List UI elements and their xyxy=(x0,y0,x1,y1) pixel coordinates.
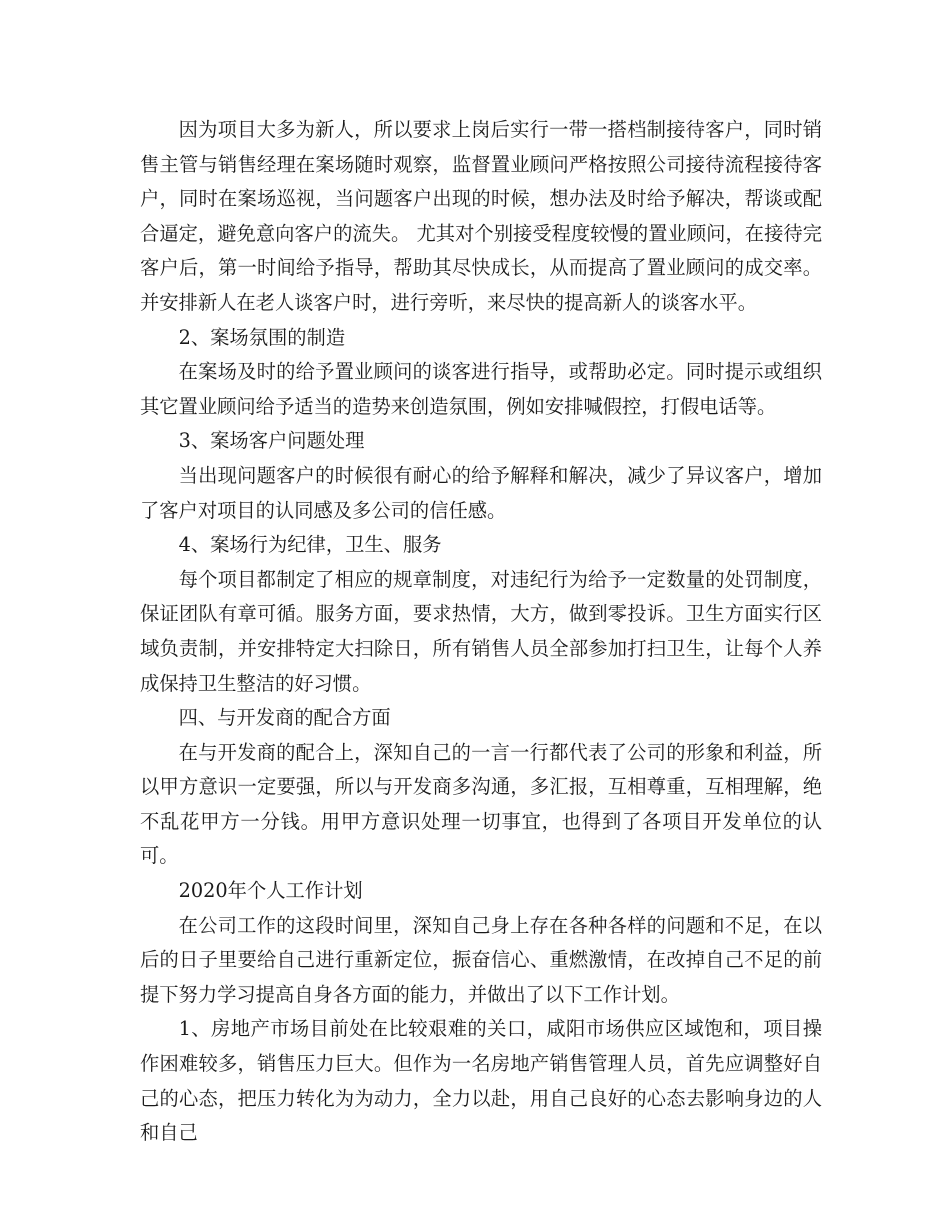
paragraph-developer-cooperation: 在与开发商的配合上，深知自己的一言一行都代表了公司的形象和利益，所以甲方意识一定要强，所以与开发商多沟通，多汇报，互相尊重，互相理解，绝不乱花甲方一分钱。用甲方意识处理一切事宜，也得到了各项目开发单位的认可。 xyxy=(140,740,822,868)
paragraph-reception-system: 因为项目大多为新人，所以要求上岗后实行一带一搭档制接待客户，同时销售主管与销售经理在案场随时观察，监督置业顾问严格按照公司接待流程接待客户，同时在案场巡视，当问题客户出现的时候，想办法及时给予解决，帮谈或配合逼定，避免意向客户的流失。 尤其对个别接受程度较慢的置业顾问，在接待完客户后，第一时间给予指导，帮助其尽快成长，从而提高了置业顾问的成交率。并安排新人在老人谈客户时，进行旁听，来尽快的提高新人的谈客水平。 xyxy=(140,118,822,314)
paragraph-site-atmosphere: 在案场及时的给予置业顾问的谈客进行指导，或帮助必定。同时提示或组织其它置业顾问给予适当的造势来创造氛围，例如安排喊假控，打假电话等。 xyxy=(140,360,822,418)
heading-developer-cooperation: 四、与开发商的配合方面 xyxy=(178,706,391,730)
heading-site-atmosphere: 2、案场氛围的制造 xyxy=(178,325,346,349)
paragraph-customer-issues: 当出现问题客户的时候很有耐心的给予解释和解决，减少了异议客户，增加了客户对项目的认同感及多公司的信任感。 xyxy=(140,463,822,522)
paragraph-discipline: 每个项目都制定了相应的规章制度，对违纪行为给予一定数量的处罚制度，保证团队有章可循。服务方面，要求热情，大方，做到零投诉。卫生方面实行区域负责制，并安排特定大扫除日，所有销售人员全部参加打扫卫生，让每个人养成保持卫生整洁的好习惯。 xyxy=(140,567,822,695)
paragraph-work-plan-intro: 在公司工作的这段时间里，深知自己身上存在各种各样的问题和不足，在以后的日子里要给自己进行重新定位，振奋信心、重燃激情，在改掉自己不足的前提下努力学习提高自身各方面的能力，并做出了以下工作计划。 xyxy=(140,913,822,1006)
heading-customer-issues: 3、案场客户问题处理 xyxy=(178,429,365,453)
document-body xyxy=(140,113,822,1151)
heading-work-plan: 2020年个人工作计划 xyxy=(178,879,363,903)
paragraph-work-plan-item-1: 1、房地产市场目前处在比较艰难的关口，咸阳市场供应区域饱和，项目操作困难较多，销售压力巨大。但作为一名房地产销售管理人员，首先应调整好自己的心态，把压力转化为为动力，全力以赴，用自己良好的心态去影响身边的人和自己 xyxy=(140,1017,822,1145)
heading-discipline: 4、案场行为纪律，卫生、服务 xyxy=(178,533,442,557)
